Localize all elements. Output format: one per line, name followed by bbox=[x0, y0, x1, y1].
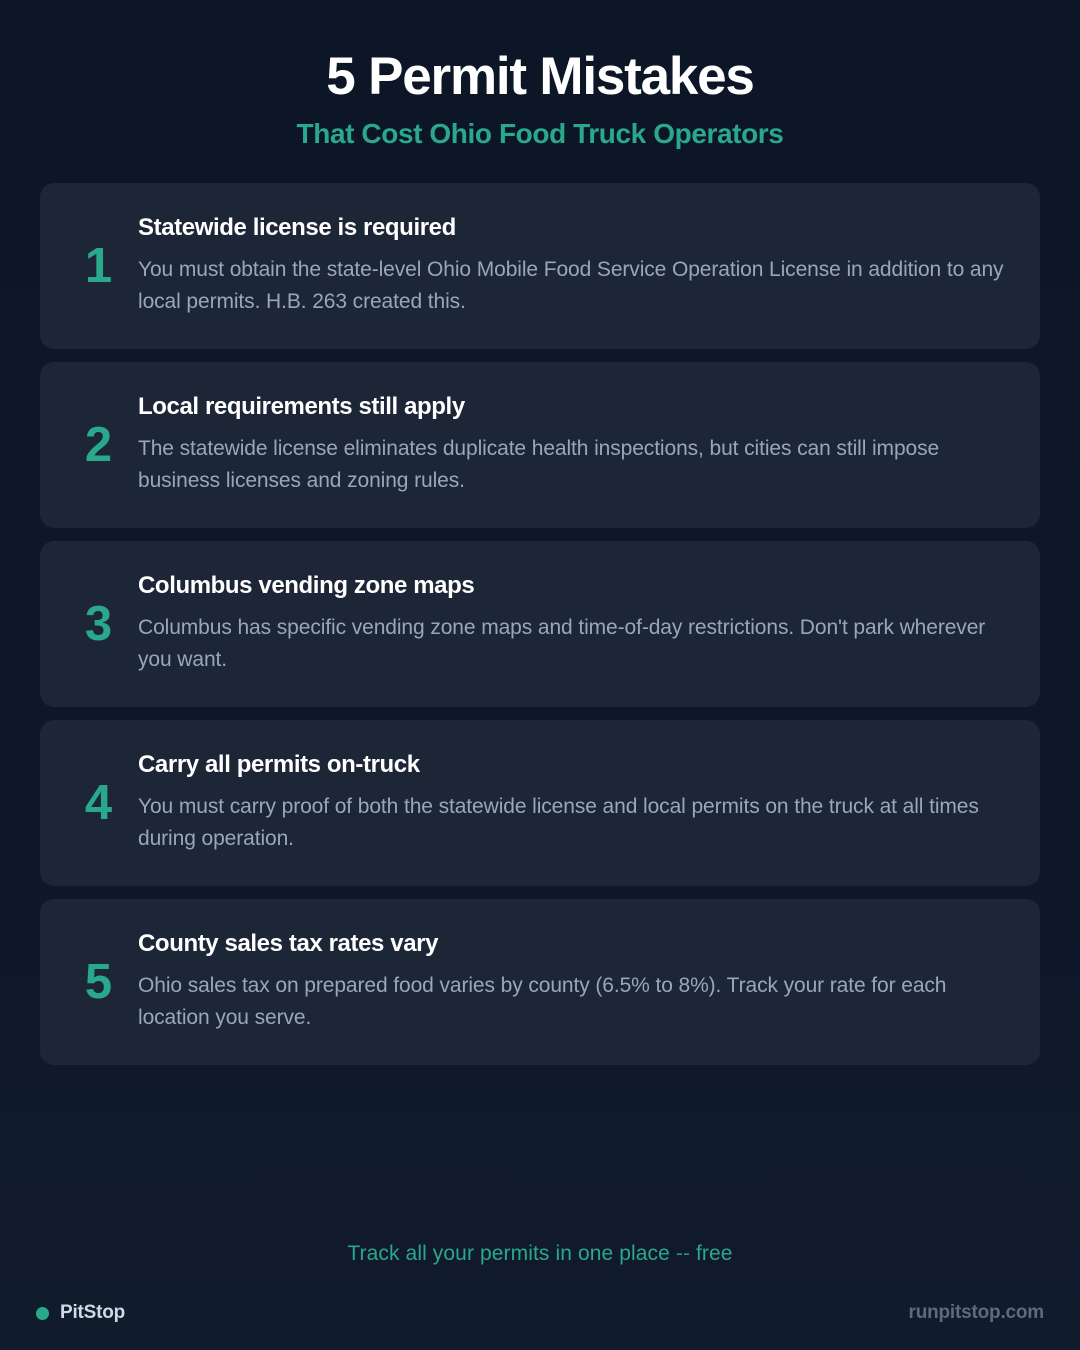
item-body bbox=[134, 751, 1010, 855]
header bbox=[0, 0, 1080, 150]
item-body bbox=[134, 393, 1010, 497]
item-number: 3 bbox=[84, 596, 112, 651]
list-item bbox=[40, 899, 1040, 1065]
item-body bbox=[134, 214, 1010, 318]
item-text: You must obtain the state-level Ohio Mobile Food Service Operation License in addition to any local permits. H.B. 263 created this. bbox=[138, 258, 1004, 314]
item-body bbox=[134, 572, 1010, 676]
website-url: runpitstop.com bbox=[908, 1302, 1044, 1323]
mistake-list bbox=[0, 183, 1080, 1065]
item-number: 4 bbox=[84, 775, 112, 830]
item-number: 2 bbox=[84, 417, 112, 472]
page-title: 5 Permit Mistakes bbox=[326, 47, 754, 106]
brand-dot-icon bbox=[36, 1307, 49, 1320]
item-body bbox=[134, 930, 1010, 1034]
item-text: Ohio sales tax on prepared food varies by county (6.5% to 8%). Track your rate for each location you serve. bbox=[138, 974, 947, 1030]
item-title: Local requirements still apply bbox=[138, 393, 465, 421]
item-title: Statewide license is required bbox=[138, 214, 456, 242]
cta-message: Track all your permits in one place bbox=[347, 1242, 670, 1265]
brand bbox=[36, 1302, 125, 1324]
list-item bbox=[40, 362, 1040, 528]
footer bbox=[0, 1302, 1080, 1324]
item-text: The statewide license eliminates duplicate health inspections, but cities can still impose business licenses and zoning rules. bbox=[138, 437, 940, 493]
item-text: You must carry proof of both the statewide license and local permits on the truck at all times during operation. bbox=[138, 795, 979, 851]
page-subtitle: That Cost Ohio Food Truck Operators bbox=[296, 118, 784, 150]
item-title: Columbus vending zone maps bbox=[138, 572, 475, 600]
list-item bbox=[40, 541, 1040, 707]
item-number: 1 bbox=[84, 238, 112, 293]
list-item bbox=[40, 183, 1040, 349]
brand-name: PitStop bbox=[60, 1302, 126, 1323]
list-item bbox=[40, 720, 1040, 886]
cta-separator: -- bbox=[675, 1242, 691, 1265]
item-title: Carry all permits on-truck bbox=[138, 751, 420, 779]
item-number: 5 bbox=[84, 954, 112, 1009]
item-title: County sales tax rates vary bbox=[138, 930, 439, 958]
cta-text bbox=[0, 1242, 1080, 1266]
item-text: Columbus has specific vending zone maps and time-of-day restrictions. Don't park wherever you want. bbox=[138, 616, 986, 672]
cta-highlight: free bbox=[696, 1242, 733, 1265]
